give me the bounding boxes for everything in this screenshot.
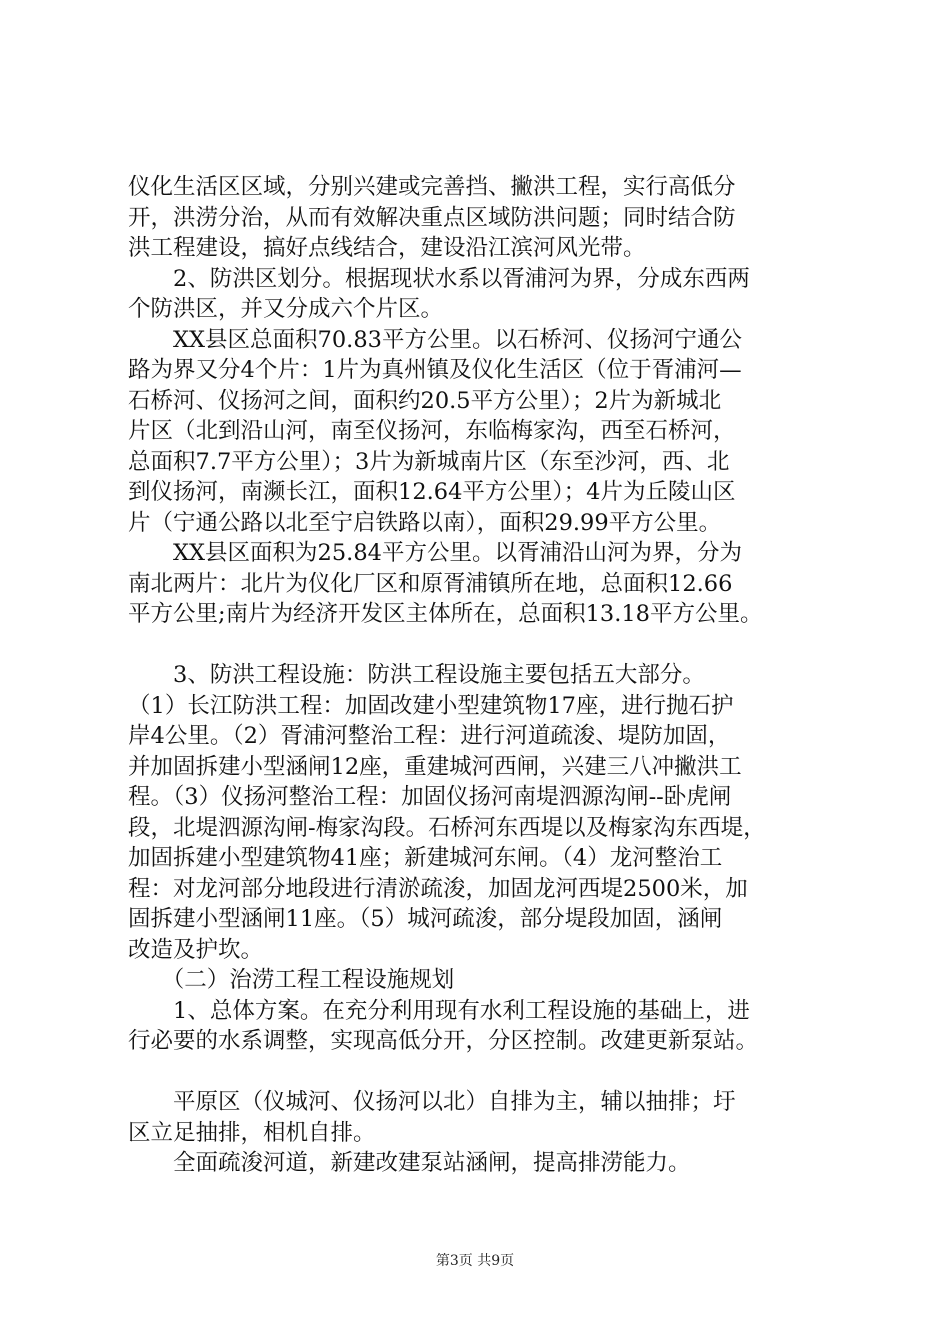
text-line: 片区（北到沿山河，南至仪扬河，东临梅家沟，西至石桥河，: [128, 418, 736, 444]
text-line: XX县区总面积70.83平方公里。以石桥河、仪扬河宁通公: [128, 326, 742, 353]
text-line: 平原区（仪城河、仪扬河以北）自排为主，辅以抽排；圩: [128, 1089, 736, 1115]
text-line: 并加固拆建小型涵闸12座，重建城河西闸，兴建三八冲撇洪工: [128, 753, 742, 780]
page-footer: 第3页 共9页: [435, 1253, 515, 1269]
text-line: 平方公里;南片为经济开发区主体所在，总面积13.18平方公里。: [128, 601, 763, 627]
text-line: [128, 630, 850, 661]
text-line: 石桥河、仪扬河之间，面积约20.5平方公里）；2片为新城北: [128, 387, 722, 414]
text-line: 2、防洪区划分。根据现状水系以胥浦河为界，分成东西两: [128, 265, 750, 292]
text-line: 程。（3）仪扬河整治工程：加固仪扬河南堤泗源沟闸--卧虎闸: [128, 784, 732, 810]
text-line: XX县区面积为25.84平方公里。以胥浦沿山河为界，分为: [128, 540, 742, 566]
text-line: 1、总体方案。在充分利用现有水利工程设施的基础上，进: [128, 997, 750, 1024]
text-line: [128, 1057, 850, 1088]
text-line: 3、防洪工程设施：防洪工程设施主要包括五大部分。: [128, 662, 705, 688]
text-line: 全面疏浚河道，新建改建泵站涵闸，提高排涝能力。: [128, 1150, 691, 1176]
text-line: 固拆建小型涵闸11座。（5）城河疏浚，部分堤段加固，涵闸: [128, 906, 723, 932]
text-line: 洪工程建设，搞好点线结合，建设沿江滨河风光带。: [128, 235, 646, 261]
text-line: （二）治涝工程工程设施规划: [128, 967, 455, 993]
text-line: 南北两片：北片为仪化厂区和原胥浦镇所在地，总面积12.66: [128, 570, 733, 597]
text-line: 区立足抽排，相机自排。: [128, 1119, 376, 1146]
text-line: （1）长江防洪工程：加固改建小型建筑物17座，进行抛石护: [128, 692, 734, 719]
text-line: 加固拆建小型建筑物41座；新建城河东闸。（4）龙河整治工: [128, 845, 723, 871]
text-line: 段，北堤泗源沟闸-梅家沟段。石桥河东西堤以及梅家沟东西堤，: [128, 814, 766, 841]
text-line: 行必要的水系调整，实现高低分开，分区控制。改建更新泵站。: [128, 1028, 759, 1054]
text-line: 到仪扬河，南濒长江，面积12.64平方公里）；4片为丘陵山区: [128, 479, 736, 505]
text-line: 仪化生活区区域，分别兴建或完善挡、撇洪工程，实行高低分: [128, 174, 736, 200]
text-line: 程：对龙河部分地段进行清淤疏浚，加固龙河西堤2500米，加: [128, 875, 748, 902]
body-text: [128, 172, 850, 1179]
text-line: 路为界又分4个片：1片为真州镇及仪化生活区（位于胥浦河—: [128, 357, 742, 383]
text-line: 开，洪涝分治，从而有效解决重点区域防洪问题；同时结合防: [128, 204, 736, 231]
text-line: 总面积7.7平方公里）；3片为新城南片区（东至沙河，西、北: [128, 448, 730, 475]
text-line: 个防洪区，并又分成六个片区。: [128, 296, 444, 322]
text-line: 改造及护坎。: [128, 936, 264, 963]
text-line: 岸4公里。（2）胥浦河整治工程：进行河道疏浚、堤防加固，: [128, 723, 731, 749]
text-line: 片（宁通公路以北至宁启铁路以南），面积29.99平方公里。: [128, 509, 722, 536]
